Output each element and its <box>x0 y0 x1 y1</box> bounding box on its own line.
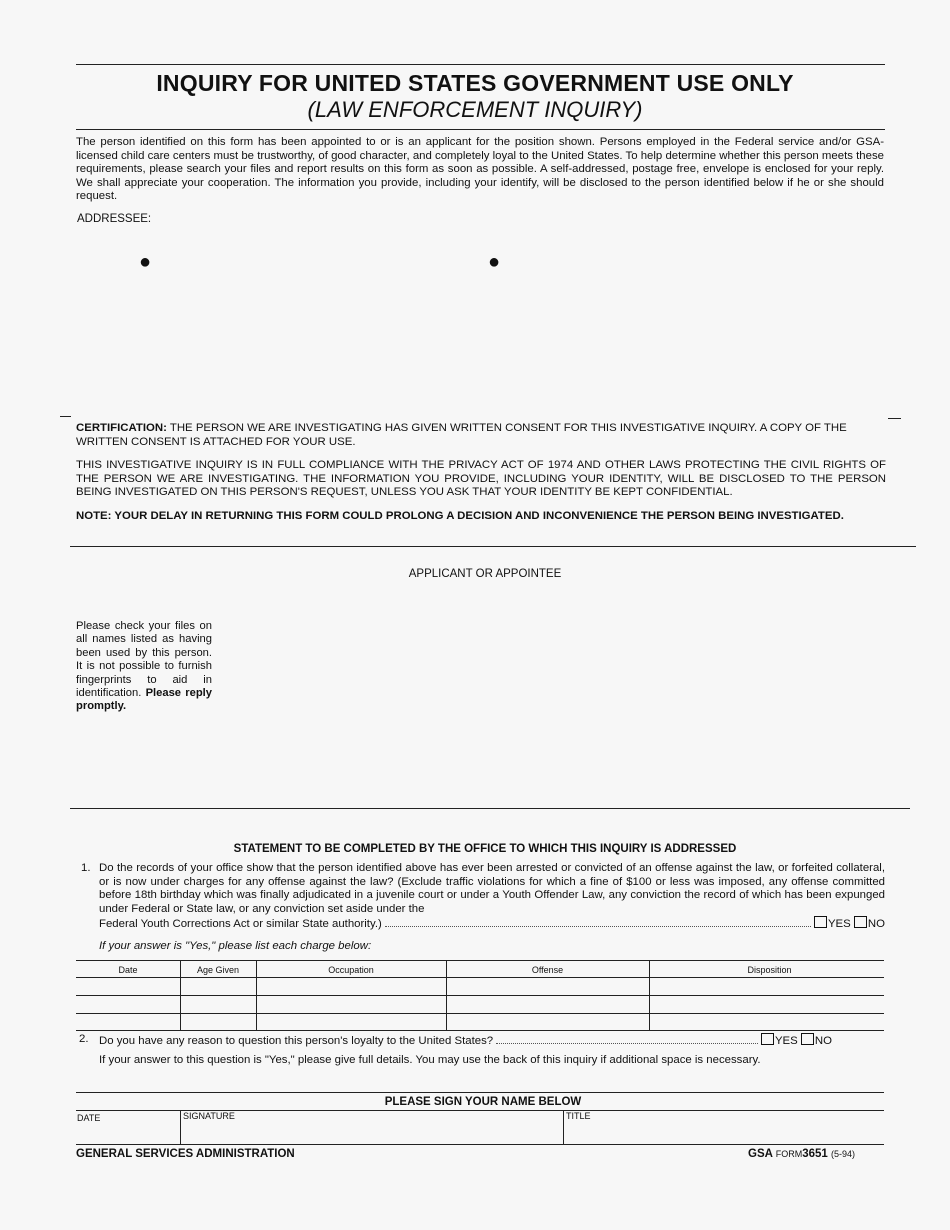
agency-name: GENERAL SERVICES ADMINISTRATION <box>76 1148 295 1160</box>
fold-mark-left <box>60 416 71 417</box>
address-window-marker-left: ● <box>139 251 152 273</box>
statement-heading: STATEMENT TO BE COMPLETED BY THE OFFICE TO WHICH THIS INQUIRY IS ADDRESSED <box>233 843 737 855</box>
dot-leader <box>496 1042 758 1044</box>
table-header-age-given: Age Given <box>196 965 240 975</box>
question-1-yes-label: YES <box>827 918 851 930</box>
privacy-paragraph: THIS INVESTIGATIVE INQUIRY IS IN FULL COMPLIANCE WITH THE PRIVACY ACT OF 1974 AND OTHER LAWS PROTECTING THE CIVIL RIGHTS OF THE PERSON WE ARE INVESTIGATING. THE INFORMATION YOU PROVIDE, INCLUDING YOUR IDENTITY, WILL BE DISCLOSED TO THE PERSON BEING INVESTIGATED ON THIS PERSON'S REQUEST, UNLESS YOU ASK THAT YOUR IDENTITY BE KEPT CONFIDENTIAL. <box>76 459 886 498</box>
files-instruction <box>76 620 212 714</box>
form-title: INQUIRY FOR UNITED STATES GOVERNMENT USE ONLY <box>156 70 794 96</box>
fold-mark-right <box>888 418 901 419</box>
question-1-instruction: If your answer is "Yes," please list each charge below: <box>99 940 372 952</box>
date-field[interactable]: DATE <box>77 1113 101 1123</box>
question-2 <box>99 1033 832 1047</box>
question-2-no-checkbox[interactable] <box>801 1033 814 1045</box>
question-1 <box>99 862 885 932</box>
signature-bottom-border <box>76 1144 884 1145</box>
table-header-border <box>76 977 884 978</box>
question-2-details: If your answer to this question is "Yes," please give full details. You may use the back of this inquiry if additional space is necessary. <box>99 1054 761 1066</box>
files-instruction-emphasis: Please reply promptly. <box>76 687 213 713</box>
intro-paragraph: The person identified on this form has been appointed to or is an applicant for the position shown. Persons employed in the Federal service and/or GSA-licensed child care centers must be trustworthy, of good character, and completely loyal to the United States. To help determine whether this person meets these requirements, please search your files and report results on this form as soon as possible. A self-addressed, postage free, envelope is enclosed for your reply. We shall appreciate your cooperation. The information you provide, including your identify, will be disclosed to the person identified below if he or she should request. <box>76 136 884 202</box>
signature-top-border <box>76 1092 884 1093</box>
form-prefix: GSA <box>748 1148 773 1160</box>
table-header-offense: Offense <box>531 965 564 975</box>
question-2-number: 2. <box>79 1033 89 1045</box>
question-2-yes-checkbox[interactable] <box>761 1033 774 1045</box>
form-subtitle: (LAW ENFORCEMENT INQUIRY) <box>307 97 643 122</box>
address-window-marker-right: ● <box>488 251 501 273</box>
question-1-yes-checkbox[interactable] <box>814 916 827 928</box>
form-number <box>748 1148 855 1160</box>
section-divider-applicant <box>70 546 916 547</box>
files-instruction-text: Please check your files on all names listed as having been used by this person. It is not possible to furnish fingerprints to aid in identification. <box>76 620 212 700</box>
question-2-yes-label: YES <box>774 1035 798 1047</box>
delay-note: NOTE: YOUR DELAY IN RETURNING THIS FORM COULD PROLONG A DECISION AND INCONVENIENCE THE PERSON BEING INVESTIGATED. <box>76 510 844 522</box>
question-1-no-checkbox[interactable] <box>854 916 867 928</box>
table-row-border <box>76 1013 884 1014</box>
title-divider <box>76 129 885 130</box>
certification-label: CERTIFICATION: <box>76 422 167 434</box>
form-word: FORM <box>775 1149 803 1159</box>
signature-field-divider <box>180 1110 181 1144</box>
question-2-choices <box>761 1033 832 1047</box>
question-2-text: Do you have any reason to question this person's loyalty to the United States? <box>99 1035 494 1047</box>
dot-leader <box>385 925 811 927</box>
question-1-no-label: NO <box>867 918 885 930</box>
table-bottom-border <box>76 1030 884 1031</box>
question-1-number: 1. <box>81 862 91 874</box>
form-date: (5-94) <box>831 1149 856 1159</box>
question-1-answer-line <box>99 916 885 932</box>
table-row-border <box>76 995 884 996</box>
sign-heading: PLEASE SIGN YOUR NAME BELOW <box>384 1096 582 1108</box>
table-header-occupation: Occupation <box>328 965 374 975</box>
question-1-last-line: Federal Youth Corrections Act or similar State authority.) <box>99 918 382 930</box>
table-header-disposition: Disposition <box>747 965 792 975</box>
signature-field[interactable]: SIGNATURE <box>183 1111 235 1121</box>
certification-text: THE PERSON WE ARE INVESTIGATING HAS GIVEN WRITTEN CONSENT FOR THIS INVESTIGATIVE INQUIRY. A COPY OF THE WRITTEN CONSENT IS ATTACHED FOR YOUR USE. <box>76 422 847 448</box>
top-divider <box>76 64 885 65</box>
addressee-label: ADDRESSEE: <box>77 213 152 225</box>
section-divider-statement <box>70 808 910 809</box>
form-number-value: 3651 <box>802 1148 828 1160</box>
table-header-date: Date <box>118 965 138 975</box>
question-2-no-label: NO <box>814 1035 832 1047</box>
applicant-label: APPLICANT OR APPOINTEE <box>408 568 562 580</box>
table-top-border <box>76 960 884 961</box>
certification-paragraph <box>76 422 886 449</box>
question-1-text: Do the records of your office show that the person identified above has ever been arrested or convicted of an offense against the law, or forfeited collateral, or is now under charges for any offense against the law? (Exclude traffic violations for which a fine of $100 or less was imposed, any offense committed before 18th birthday which was finally adjudicated in a juvenile court or under a Youth Offender Law, any conviction the record of which has been expunged under Federal or State law, or any conviction set aside under the <box>99 862 885 915</box>
question-1-choices <box>814 916 885 932</box>
signature-field-divider <box>563 1110 564 1144</box>
title-field[interactable]: TITLE <box>566 1111 591 1121</box>
